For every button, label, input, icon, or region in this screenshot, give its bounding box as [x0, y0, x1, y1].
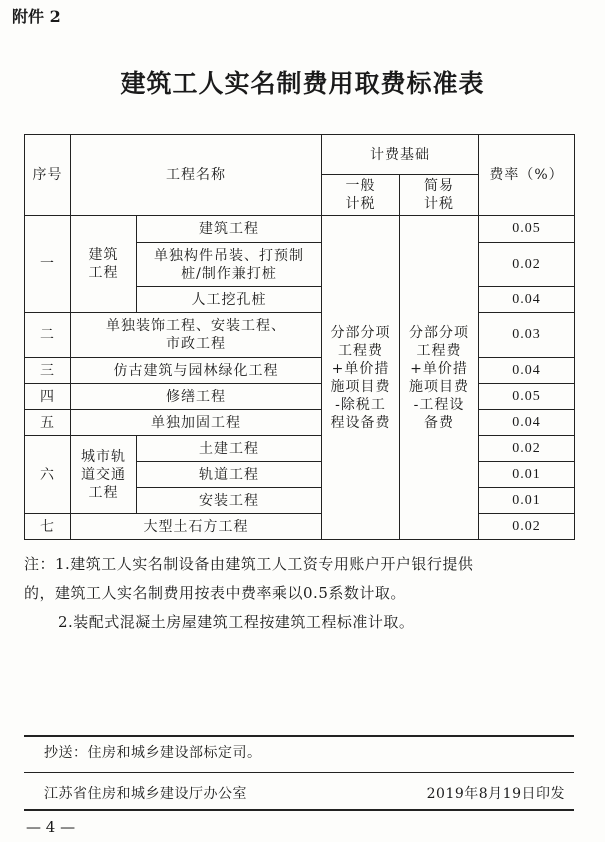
footer-rule-top — [24, 735, 574, 737]
row-name: 修缮工程 — [71, 384, 322, 410]
row-seq: 四 — [25, 384, 71, 410]
note-1-line-1: 注：1.建筑工人实名制设备由建筑工人工资专用账户开户银行提供 — [24, 555, 474, 573]
row-seq: 二 — [25, 313, 71, 358]
row-rate: 0.04 — [479, 358, 575, 384]
header-simple-tax — [400, 175, 479, 216]
basis-line: 程设备费 — [330, 414, 391, 431]
header-general-tax — [322, 175, 400, 216]
row-seq: 六 — [25, 436, 71, 514]
issuer: 江苏省住房和城乡建设厅办公室 — [44, 786, 247, 802]
header-seq: 序号 — [25, 135, 71, 216]
general-tax-basis — [322, 216, 400, 540]
basis-line: 工程费 — [338, 342, 383, 359]
row-rate: 0.02 — [479, 436, 575, 462]
page-number: — 4 — — [26, 818, 76, 836]
fee-standard-table — [24, 134, 575, 540]
table-row — [25, 436, 575, 462]
header-rate: 费率（%） — [479, 135, 575, 216]
basis-line: -工程设 — [413, 396, 465, 413]
header-row — [25, 135, 575, 175]
header-project-name: 工程名称 — [71, 135, 322, 216]
row-seq: 七 — [25, 514, 71, 540]
row-rate: 0.02 — [479, 243, 575, 287]
row-seq: 三 — [25, 358, 71, 384]
basis-line: -除税工 — [335, 396, 386, 413]
row-rate: 0.04 — [479, 287, 575, 313]
basis-line: 分部分项 — [409, 324, 469, 341]
row-rate: 0.05 — [479, 384, 575, 410]
row-name: 建筑工程 — [137, 216, 322, 243]
header-simple-tax-line2: 计税 — [424, 196, 454, 212]
basis-line: 施项目费 — [330, 378, 391, 395]
table-row — [25, 216, 575, 243]
row-rate: 0.05 — [479, 216, 575, 243]
row-name — [137, 243, 322, 287]
row-seq: 五 — [25, 410, 71, 436]
table-row — [25, 313, 575, 358]
print-date: 2019年8月19日印发 — [426, 786, 565, 802]
name-line: 桩/制作兼打桩 — [181, 265, 277, 282]
row-seq: 一 — [25, 216, 71, 313]
header-fee-basis: 计费基础 — [322, 135, 479, 175]
row-name: 仿古建筑与园林绿化工程 — [71, 358, 322, 384]
name-line: 单独构件吊装、打预制 — [154, 247, 304, 264]
row-rate: 0.01 — [479, 462, 575, 488]
group-line: 城市轨 — [81, 448, 126, 465]
document-title: 建筑工人实名制费用取费标准表 — [120, 69, 485, 98]
row-name: 大型土石方工程 — [71, 514, 322, 540]
row-name — [71, 313, 322, 358]
group-line: 工程 — [88, 484, 119, 501]
table-row — [25, 514, 575, 540]
row-name: 人工挖孔桩 — [137, 287, 322, 313]
row-rate: 0.01 — [479, 488, 575, 514]
name-line: 市政工程 — [166, 336, 226, 352]
row-name: 单独加固工程 — [71, 410, 322, 436]
basis-line: +单价措 — [410, 360, 468, 377]
group-line: 道交通 — [81, 466, 126, 483]
table-row — [25, 410, 575, 436]
row-group — [71, 436, 137, 514]
copy-to: 抄送：住房和城乡建设部标定司。 — [44, 745, 262, 761]
row-name: 安装工程 — [137, 488, 322, 514]
group-line: 建筑 — [88, 247, 119, 263]
header-simple-tax-line1: 简易 — [424, 178, 454, 194]
row-name: 土建工程 — [137, 436, 322, 462]
footer-rule-middle — [24, 772, 574, 773]
header-general-tax-line1: 一般 — [345, 178, 376, 194]
row-rate: 0.02 — [479, 514, 575, 540]
notes — [24, 550, 582, 637]
basis-line: 分部分项 — [330, 324, 391, 341]
attachment-label: 附件 2 — [12, 7, 61, 26]
basis-line: 备费 — [424, 414, 454, 431]
note-2: 2.装配式混凝土房屋建筑工程按建筑工程标准计取。 — [58, 613, 415, 631]
table-row — [25, 358, 575, 384]
group-line: 工程 — [88, 265, 119, 281]
note-1-line-2: 的，建筑工人实名制费用按表中费率乘以0.5系数计取。 — [24, 584, 406, 602]
basis-line: +单价措 — [331, 360, 390, 377]
name-line: 单独装饰工程、安装工程、 — [106, 318, 286, 334]
row-rate: 0.04 — [479, 410, 575, 436]
row-rate: 0.03 — [479, 313, 575, 358]
basis-line: 工程费 — [416, 342, 462, 359]
footer-rule-bottom — [24, 809, 574, 811]
row-name: 轨道工程 — [137, 462, 322, 488]
row-group — [71, 216, 137, 313]
basis-line: 施项目费 — [409, 378, 469, 395]
header-general-tax-line2: 计税 — [345, 196, 376, 212]
table-row — [25, 384, 575, 410]
simple-tax-basis — [400, 216, 479, 540]
